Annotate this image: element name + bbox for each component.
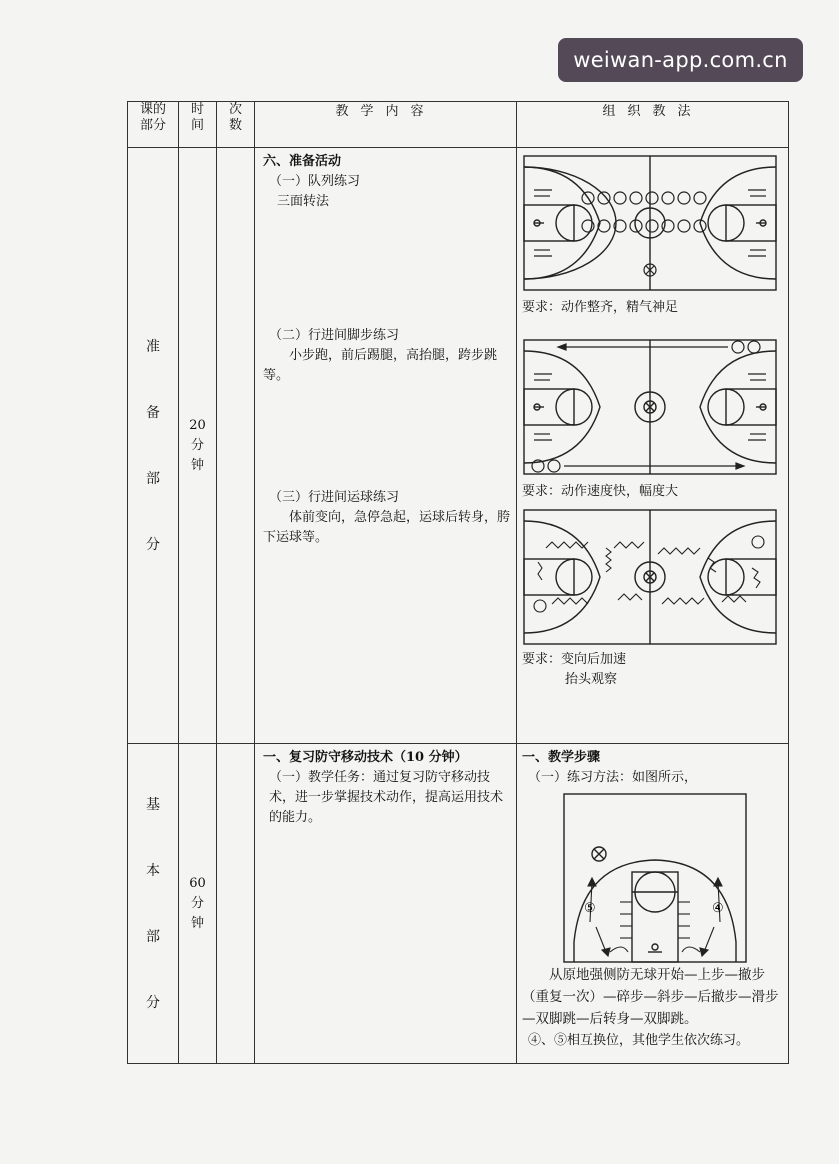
- basic-steps-title: 一、教学步骤: [522, 750, 601, 765]
- prep-part-cell: [128, 148, 179, 744]
- header-count: 次 数: [217, 102, 255, 148]
- player-5-label: ⑤: [584, 901, 596, 916]
- prep-content-cell: [255, 148, 517, 744]
- lesson-plan-table: [127, 101, 789, 1064]
- half-court-diagram: [562, 792, 748, 964]
- prep-part-label: 准 备 部 分: [146, 338, 160, 553]
- basic-part-cell: [128, 744, 179, 1064]
- prep-s3-body: 体前变向，急停急起，运球后转身，胯下运球等。: [263, 510, 511, 545]
- basic-time-cell: 60 分 钟: [179, 744, 217, 1064]
- header-part: 课的 部分: [128, 102, 179, 148]
- player-4-label: ④: [712, 901, 724, 916]
- basic-task: （一）教学任务：通过复习防守移动技术，进一步掌握技术动作，提高运用技术的能力。: [269, 770, 504, 825]
- basic-title: 一、复习防守移动技术（10 分钟）: [263, 750, 468, 765]
- basic-desc: 从原地强侧防无球开始—上步—撤步（重复一次）—碎步—斜步—后撤步—滑步—双脚跳—后转身—双脚跳。: [522, 967, 779, 1027]
- prep-row: [128, 148, 789, 744]
- prep-req1: 要求：动作整齐，精气神足: [522, 300, 679, 315]
- court-diagram-dribbling: [522, 508, 778, 646]
- basic-content-cell: [255, 744, 517, 1064]
- header-method: 组织教法: [517, 102, 789, 148]
- prep-req3: 要求：变向后加速 抬头观察: [522, 652, 627, 687]
- prep-time-cell: 20 分 钟: [179, 148, 217, 744]
- header-content: 教学内容: [255, 102, 517, 148]
- prep-s2-title: （二）行进间脚步练习: [269, 328, 400, 343]
- prep-title: 六、准备活动: [263, 154, 342, 169]
- basic-row: [128, 744, 789, 1064]
- basic-note: ④、⑤相互换位，其他学生依次练习。: [528, 1033, 750, 1048]
- header-time: 时 间: [179, 102, 217, 148]
- prep-count-cell: [217, 148, 255, 744]
- prep-s2-body: 小步跑，前后踢腿，高抬腿，跨步跳等。: [263, 348, 498, 383]
- prep-s1-title: （一）队列练习: [269, 174, 361, 189]
- prep-s1-body: 三面转法: [277, 194, 330, 209]
- prep-s3-title: （三）行进间运球练习: [269, 490, 400, 505]
- basic-count-cell: [217, 744, 255, 1064]
- basic-method-cell: [517, 744, 789, 1064]
- court-diagram-formation: [522, 154, 778, 294]
- table-header-row: [128, 102, 789, 148]
- basic-method: （一）练习方法：如图所示，: [528, 770, 698, 785]
- prep-method-cell: [517, 148, 789, 744]
- watermark-badge: weiwan-app.com.cn: [558, 38, 803, 82]
- court-diagram-footwork: [522, 338, 778, 478]
- prep-req2: 要求：动作速度快，幅度大: [522, 484, 679, 499]
- basic-part-label: 基 本 部 分: [146, 796, 160, 1011]
